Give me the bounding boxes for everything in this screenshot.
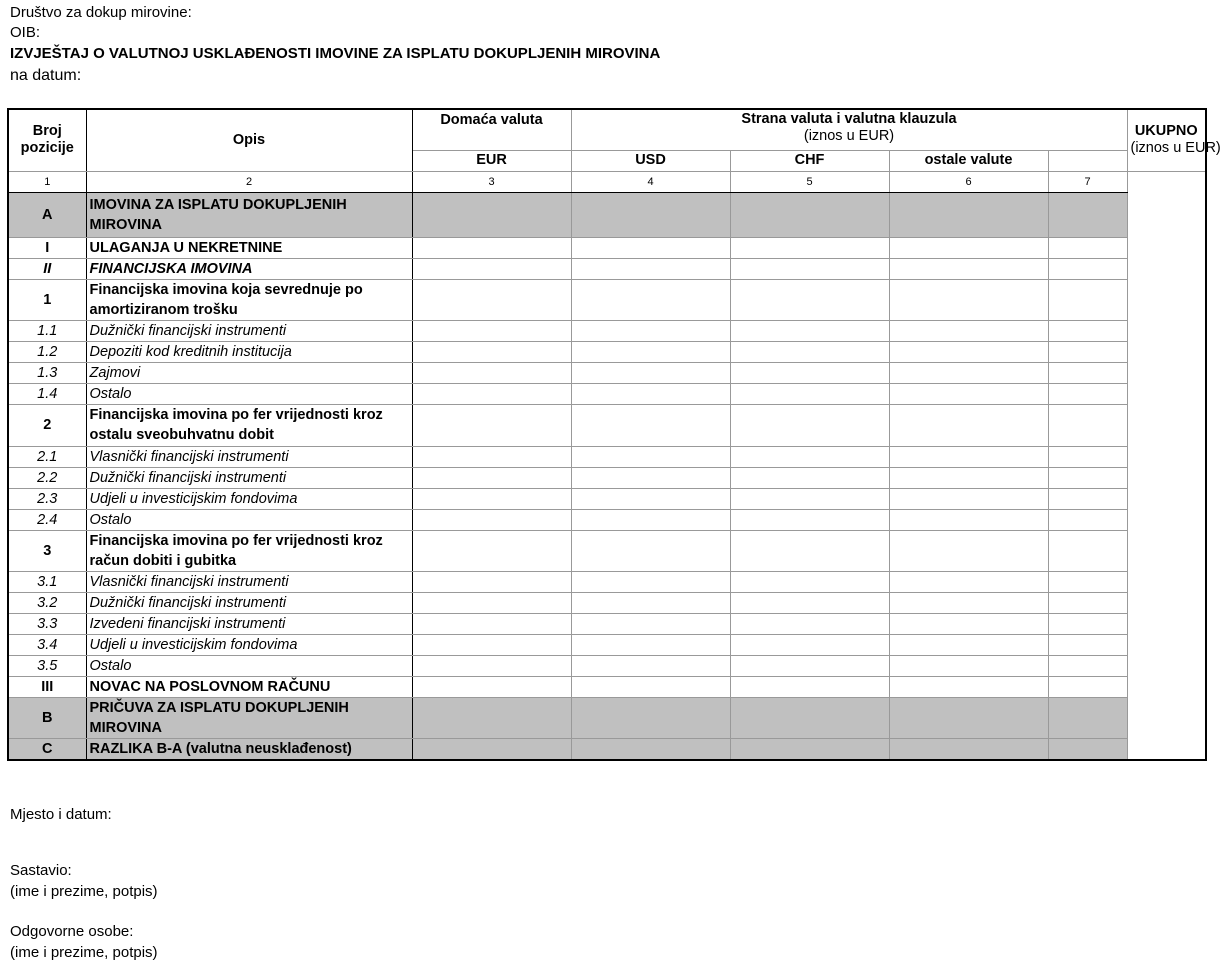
col-header-ukupno: [1127, 109, 1221, 171]
value-cell[interactable]: [412, 592, 571, 613]
value-cell[interactable]: [889, 404, 1048, 446]
table-row: [8, 676, 1206, 697]
value-cell[interactable]: [412, 237, 571, 258]
value-cell[interactable]: [889, 571, 1048, 592]
row-number: A: [8, 192, 86, 237]
table-row: [8, 258, 1206, 279]
row-description: RAZLIKA B-A (valutna neusklađenost): [86, 738, 412, 760]
value-cell[interactable]: [730, 383, 889, 404]
value-cell[interactable]: [1048, 237, 1127, 258]
cur-eur: EUR: [412, 150, 571, 171]
row-description: Vlasnički financijski instrumenti: [86, 446, 412, 467]
row-description: Dužnički financijski instrumenti: [86, 320, 412, 341]
value-cell[interactable]: [1048, 509, 1127, 530]
value-cell[interactable]: [412, 320, 571, 341]
value-cell[interactable]: [412, 279, 571, 320]
value-cell[interactable]: [730, 446, 889, 467]
value-cell[interactable]: [889, 676, 1048, 697]
col-header-strana: [571, 109, 1127, 150]
value-cell[interactable]: [730, 320, 889, 341]
row-description: FINANCIJSKA IMOVINA: [86, 258, 412, 279]
row-description: ULAGANJA U NEKRETNINE: [86, 237, 412, 258]
column-number: 4: [571, 171, 730, 192]
row-number: I: [8, 237, 86, 258]
value-cell[interactable]: [571, 634, 730, 655]
table-row: [8, 404, 1206, 446]
col-header-opis: Opis: [86, 109, 412, 171]
value-cell[interactable]: [1048, 613, 1127, 634]
column-number: 7: [1048, 171, 1127, 192]
value-cell[interactable]: [730, 676, 889, 697]
table-row: [8, 738, 1206, 760]
table-row: [8, 571, 1206, 592]
value-cell[interactable]: [730, 279, 889, 320]
row-description: Financijska imovina koja sevrednuje po amortiziranom trošku: [86, 279, 412, 320]
value-cell[interactable]: [889, 634, 1048, 655]
value-cell[interactable]: [571, 320, 730, 341]
value-cell[interactable]: [571, 530, 730, 571]
value-cell[interactable]: [889, 258, 1048, 279]
value-cell[interactable]: [889, 738, 1048, 760]
row-number: C: [8, 738, 86, 760]
value-cell[interactable]: [730, 613, 889, 634]
cur-ostale: ostale valute: [889, 150, 1048, 171]
col-header-domaca: Domaća valuta: [412, 109, 571, 150]
value-cell[interactable]: [571, 258, 730, 279]
value-cell[interactable]: [889, 446, 1048, 467]
table-row: [8, 341, 1206, 362]
table-row: [8, 467, 1206, 488]
column-number: 2: [86, 171, 412, 192]
value-cell[interactable]: [1048, 383, 1127, 404]
currency-alignment-table: [7, 108, 1221, 761]
value-cell[interactable]: [1048, 738, 1127, 760]
value-cell[interactable]: [889, 341, 1048, 362]
value-cell[interactable]: [1048, 655, 1127, 676]
value-cell[interactable]: [412, 676, 571, 697]
value-cell[interactable]: [730, 530, 889, 571]
value-cell[interactable]: [412, 341, 571, 362]
row-description: Zajmovi: [86, 362, 412, 383]
column-number: 5: [730, 171, 889, 192]
row-description: Dužnički financijski instrumenti: [86, 592, 412, 613]
row-number: 2.1: [8, 446, 86, 467]
table-row: [8, 488, 1206, 509]
value-cell[interactable]: [730, 655, 889, 676]
value-cell[interactable]: [412, 738, 571, 760]
value-cell[interactable]: [571, 488, 730, 509]
table-row: [8, 446, 1206, 467]
value-cell[interactable]: [730, 592, 889, 613]
ukupno-title: UKUPNO: [1134, 123, 1198, 140]
value-cell[interactable]: [889, 613, 1048, 634]
strana-sub: (iznos u EUR): [803, 128, 895, 144]
value-cell[interactable]: [889, 320, 1048, 341]
table-row: [8, 237, 1206, 258]
row-number: 3.4: [8, 634, 86, 655]
value-cell[interactable]: [412, 446, 571, 467]
value-cell[interactable]: [1048, 404, 1127, 446]
value-cell[interactable]: [1048, 697, 1127, 738]
row-description: Ostalo: [86, 509, 412, 530]
row-number: 1.4: [8, 383, 86, 404]
value-cell[interactable]: [889, 237, 1048, 258]
value-cell[interactable]: [730, 738, 889, 760]
value-cell[interactable]: [730, 258, 889, 279]
row-number: 3.5: [8, 655, 86, 676]
value-cell[interactable]: [1048, 592, 1127, 613]
row-description: NOVAC NA POSLOVNOM RAČUNU: [86, 676, 412, 697]
value-cell[interactable]: [412, 613, 571, 634]
compiled-sub: (ime i prezime, potpis): [10, 883, 158, 900]
row-description: Udjeli u investicijskim fondovima: [86, 634, 412, 655]
value-cell[interactable]: [730, 237, 889, 258]
row-number: III: [8, 676, 86, 697]
value-cell[interactable]: [1048, 676, 1127, 697]
value-cell[interactable]: [730, 488, 889, 509]
value-cell[interactable]: [412, 697, 571, 738]
table-row: [8, 383, 1206, 404]
value-cell[interactable]: [412, 634, 571, 655]
oib-label: OIB:: [10, 24, 41, 41]
value-cell[interactable]: [889, 362, 1048, 383]
column-number: 3: [412, 171, 571, 192]
value-cell[interactable]: [571, 592, 730, 613]
cur-usd: USD: [571, 150, 730, 171]
report-title: IZVJEŠTAJ O VALUTNOJ USKLAĐENOSTI IMOVINE ZA ISPLATU DOKUPLJENIH MIROVINA: [10, 45, 661, 62]
company-label: Društvo za dokup mirovine:: [10, 4, 192, 21]
table-row: [8, 279, 1206, 320]
value-cell[interactable]: [730, 509, 889, 530]
value-cell[interactable]: [571, 341, 730, 362]
table-row: [8, 634, 1206, 655]
responsible-label: Odgovorne osobe:: [10, 923, 134, 940]
value-cell[interactable]: [730, 571, 889, 592]
value-cell[interactable]: [1048, 530, 1127, 571]
value-cell[interactable]: [1048, 192, 1127, 237]
table-row: [8, 192, 1206, 237]
value-cell[interactable]: [571, 467, 730, 488]
value-cell[interactable]: [412, 404, 571, 446]
value-cell[interactable]: [1048, 488, 1127, 509]
value-cell[interactable]: [571, 697, 730, 738]
value-cell[interactable]: [571, 676, 730, 697]
value-cell[interactable]: [571, 613, 730, 634]
value-cell[interactable]: [730, 362, 889, 383]
value-cell[interactable]: [1048, 320, 1127, 341]
table-row: [8, 509, 1206, 530]
value-cell[interactable]: [571, 404, 730, 446]
value-cell[interactable]: [889, 467, 1048, 488]
row-number: 1: [8, 279, 86, 320]
row-description: Depoziti kod kreditnih institucija: [86, 341, 412, 362]
table-row: [8, 320, 1206, 341]
cur-chf: CHF: [730, 150, 889, 171]
table-row: [8, 592, 1206, 613]
table-row: [8, 530, 1206, 571]
value-cell[interactable]: [1048, 571, 1127, 592]
value-cell[interactable]: [412, 192, 571, 237]
value-cell[interactable]: [571, 571, 730, 592]
value-cell[interactable]: [1048, 467, 1127, 488]
row-description: Ostalo: [86, 383, 412, 404]
table-row: [8, 697, 1206, 738]
row-number: 3.2: [8, 592, 86, 613]
ukupno-sub: (iznos u EUR): [1130, 140, 1221, 157]
value-cell[interactable]: [1048, 341, 1127, 362]
value-cell[interactable]: [571, 383, 730, 404]
value-cell[interactable]: [1048, 362, 1127, 383]
value-cell[interactable]: [1048, 446, 1127, 467]
value-cell[interactable]: [571, 446, 730, 467]
value-cell[interactable]: [571, 655, 730, 676]
value-cell[interactable]: [412, 530, 571, 571]
table-row: [8, 655, 1206, 676]
responsible-sub: (ime i prezime, potpis): [10, 944, 158, 961]
table-row: [8, 362, 1206, 383]
date-label: na datum:: [10, 67, 82, 84]
value-cell[interactable]: [412, 571, 571, 592]
value-cell[interactable]: [571, 362, 730, 383]
value-cell[interactable]: [571, 279, 730, 320]
row-description: Dužnički financijski instrumenti: [86, 467, 412, 488]
place-date-label: Mjesto i datum:: [10, 806, 112, 823]
row-number: 3.3: [8, 613, 86, 634]
row-number: 3.1: [8, 571, 86, 592]
strana-title: Strana valuta i valutna klauzula: [741, 111, 957, 127]
row-description: IMOVINA ZA ISPLATU DOKUPLJENIH MIROVINA: [86, 192, 412, 237]
value-cell[interactable]: [730, 467, 889, 488]
value-cell[interactable]: [412, 509, 571, 530]
value-cell[interactable]: [889, 488, 1048, 509]
row-number: 1.1: [8, 320, 86, 341]
value-cell[interactable]: [571, 738, 730, 760]
row-number: B: [8, 697, 86, 738]
row-number: 1.3: [8, 362, 86, 383]
value-cell[interactable]: [412, 655, 571, 676]
value-cell[interactable]: [571, 192, 730, 237]
value-cell[interactable]: [412, 258, 571, 279]
column-number: 1: [8, 171, 86, 192]
value-cell[interactable]: [889, 383, 1048, 404]
row-description: Vlasnički financijski instrumenti: [86, 571, 412, 592]
row-number: 3: [8, 530, 86, 571]
value-cell[interactable]: [730, 697, 889, 738]
value-cell[interactable]: [412, 383, 571, 404]
value-cell[interactable]: [412, 467, 571, 488]
value-cell[interactable]: [730, 634, 889, 655]
row-number: 1.2: [8, 341, 86, 362]
value-cell[interactable]: [730, 404, 889, 446]
value-cell[interactable]: [889, 279, 1048, 320]
value-cell[interactable]: [571, 509, 730, 530]
row-number: 2.3: [8, 488, 86, 509]
row-description: Udjeli u investicijskim fondovima: [86, 488, 412, 509]
row-description: Financijska imovina po fer vrijednosti kroz račun dobiti i gubitka: [86, 530, 412, 571]
value-cell[interactable]: [730, 192, 889, 237]
row-number: 2.2: [8, 467, 86, 488]
row-description: Financijska imovina po fer vrijednosti kroz ostalu sveobuhvatnu dobit: [86, 404, 412, 446]
value-cell[interactable]: [889, 192, 1048, 237]
row-description: PRIČUVA ZA ISPLATU DOKUPLJENIH MIROVINA: [86, 697, 412, 738]
value-cell[interactable]: [412, 488, 571, 509]
row-number: 2.4: [8, 509, 86, 530]
row-description: Izvedeni financijski instrumenti: [86, 613, 412, 634]
value-cell[interactable]: [1048, 279, 1127, 320]
col-header-broj: Broj pozicije: [8, 109, 86, 171]
value-cell[interactable]: [571, 237, 730, 258]
value-cell[interactable]: [730, 341, 889, 362]
value-cell[interactable]: [889, 697, 1048, 738]
value-cell[interactable]: [889, 655, 1048, 676]
value-cell[interactable]: [412, 362, 571, 383]
value-cell[interactable]: [1048, 258, 1127, 279]
row-number: II: [8, 258, 86, 279]
value-cell[interactable]: [1048, 634, 1127, 655]
value-cell[interactable]: [889, 530, 1048, 571]
value-cell[interactable]: [889, 509, 1048, 530]
row-description: Ostalo: [86, 655, 412, 676]
row-number: 2: [8, 404, 86, 446]
column-number: 6: [889, 171, 1048, 192]
table-row: [8, 613, 1206, 634]
compiled-label: Sastavio:: [10, 862, 72, 879]
value-cell[interactable]: [889, 592, 1048, 613]
